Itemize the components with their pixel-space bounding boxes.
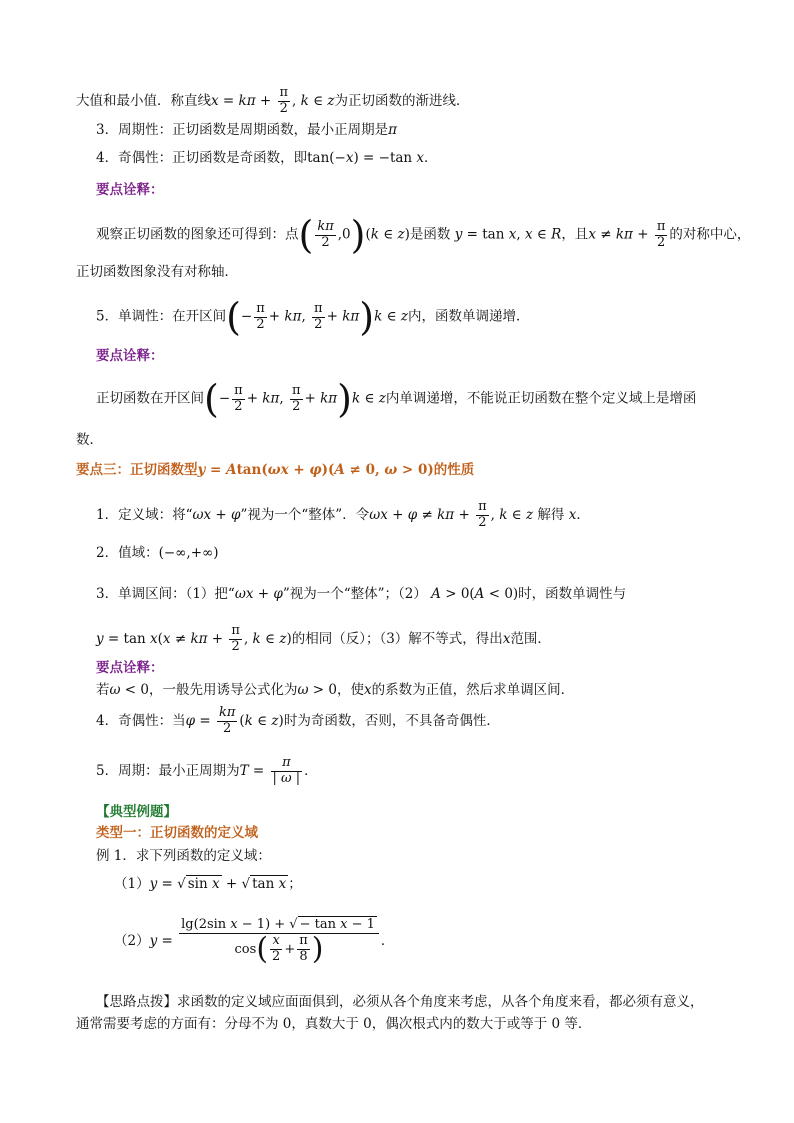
text-line: 3．单调区间：（1）把“ωx + φ”视为一个“整体”；（2） A > 0(A < 0)时，函数单调性与	[96, 586, 627, 602]
note-heading: 要点诠释：	[96, 348, 164, 364]
text-line: y = tan x(x ≠ kπ + $\frac{\pi}{2}$ , k ∈ z)的相同（反）；（3）解不等式，得出x范围．	[96, 623, 551, 654]
text-line: 5．周期：最小正周期为T = $\frac{\pi}{| \omega |}$ ．	[96, 755, 318, 786]
section-heading: 要点三：正切函数型y = Atan(ωx + φ)(A ≠ 0, ω > 0)的性质	[76, 462, 475, 478]
text-line: 5．单调性：在开区间(− $\frac{\pi}{2}$ + kπ, $\frac{\pi}{2}$ + kπ)k ∈ z内，函数单调递增．	[96, 295, 530, 339]
text-line: 若ω < 0，一般先用诱导公式化为ω > 0，使x的系数为正值，然后求单调区间．	[96, 682, 575, 698]
typical-examples-heading: 【典型例题】	[96, 804, 177, 820]
note-heading: 要点诠释：	[96, 660, 164, 676]
text-line: 数．	[76, 432, 103, 448]
hint-line: 通常需要考虑的方面有：分母不为 0，真数大于 0，偶次根式内的数大于或等于 0 等．	[76, 1016, 592, 1032]
text-line: 3．周期性：正切函数是周期函数，最小正周期是π	[96, 122, 397, 138]
text-line: 正切函数在开区间(− $\frac{\pi}{2}$ + kπ, $\frac{\pi}{2}$ + kπ)k ∈ z内单调递增，不能说正切函数在整个定义域上是增函	[96, 377, 697, 421]
text-line: 1．定义域：将“ωx + φ”视为一个“整体”．令ωx + φ ≠ kπ + $\frac{\pi}{2}$ , k ∈ z 解得 x．	[96, 499, 590, 530]
text-line: 大值和最小值．称直线x = kπ + $\frac{\pi}{2}$ , k ∈ z为正切函数的渐进线．	[76, 85, 470, 116]
example-item: （2）y = lg(2sin x − 1) + √ − tan x − 1 cos( $\frac{x}{2}$ + $\frac{\pi}{8}$ ) ．	[114, 917, 395, 967]
hint-line: 【思路点拨】求函数的定义域应面面俱到，必须从各个角度来考虑，从各个角度来看，都必须有意义，	[96, 994, 704, 1010]
text-line: 观察正切函数的图象还可得到：点( $\frac{k\pi}{2}$ ,0)(k ∈ z)是函数 y = tan x, x ∈ R，且x ≠ kπ + $\frac{\pi}{2}$ 的对称中心，	[96, 213, 751, 257]
type-heading: 类型一：正切函数的定义域	[96, 825, 258, 841]
note-heading: 要点诠释：	[96, 182, 164, 198]
text-line: 4．奇偶性：当φ = $\frac{k\pi}{2}$ (k ∈ z)时为奇函数，否则，不具备奇偶性．	[96, 705, 500, 736]
text-line: 4．奇偶性：正切函数是奇函数，即tan(−x) = −tan x．	[96, 150, 438, 166]
text-line: 正切函数图象没有对称轴．	[76, 264, 238, 280]
text-line: 2．值域：(−∞,+∞)	[96, 545, 219, 561]
fraction: $\frac{\pi}{2}$	[279, 85, 289, 116]
example-item: （1）y = √ sin x + √ tan x ；	[114, 876, 302, 892]
example-title: 例 1．求下列函数的定义域：	[96, 848, 271, 864]
